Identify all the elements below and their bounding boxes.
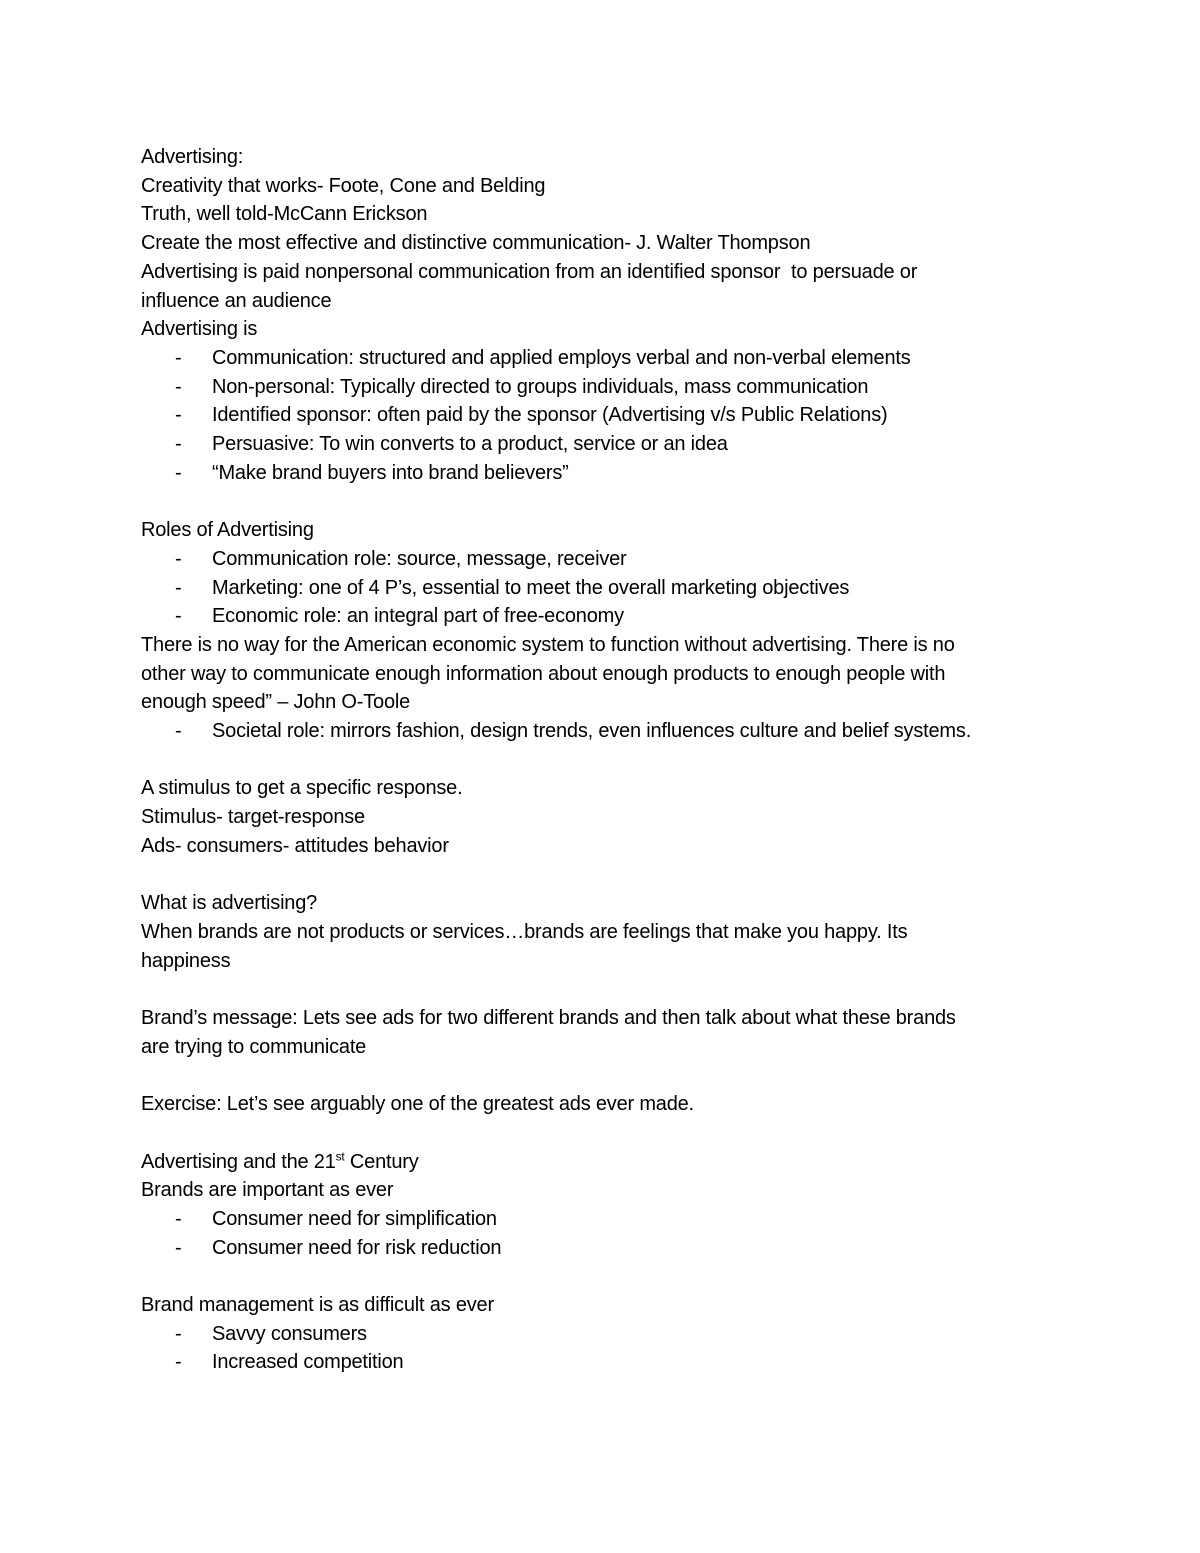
bullet-dash: - xyxy=(175,1236,182,1259)
bullet-dash: - xyxy=(175,1322,182,1345)
list-heading: Advertising is xyxy=(141,318,258,341)
list-item-text: Consumer need for simplification xyxy=(212,1207,497,1230)
section-heading-roles: Roles of Advertising xyxy=(141,519,314,542)
list-item-text: Increased competition xyxy=(212,1351,404,1374)
bullet-dash: - xyxy=(175,720,182,743)
list-item xyxy=(141,401,1061,430)
bullet-dash: - xyxy=(175,346,182,369)
list-item-text: Identified sponsor: often paid by the sponsor (Advertising v/s Public Relations) xyxy=(212,404,888,427)
list-item-text: “Make brand buyers into brand believers” xyxy=(212,461,569,484)
list-item-text: Marketing: one of 4 P’s, essential to meet the overall marketing objectives xyxy=(212,576,850,599)
paragraph-spacer xyxy=(141,487,1061,516)
paragraph-spacer xyxy=(141,1061,1061,1090)
list-item-text: Persuasive: To win converts to a product, service or an idea xyxy=(212,433,728,456)
heading-text: Century xyxy=(344,1150,419,1173)
exercise-line: Exercise: Let’s see arguably one of the greatest ads ever made. xyxy=(141,1093,694,1116)
quote-line: There is no way for the American economic system to function without advertising. There is no xyxy=(141,633,955,656)
paragraph-line: When brands are not products or services…brands are feelings that make you happy. Its xyxy=(141,920,908,943)
list-item xyxy=(141,373,1061,402)
slogan-line: Create the most effective and distinctive communication- J. Walter Thompson xyxy=(141,232,811,255)
section-heading-advertising: Advertising: xyxy=(141,146,244,168)
list-item xyxy=(141,574,1061,603)
section-heading-what-is: What is advertising? xyxy=(141,892,318,915)
list-item xyxy=(141,602,1061,631)
list-item xyxy=(141,430,1061,459)
document-body xyxy=(141,143,1061,1377)
bullet-dash: - xyxy=(175,576,182,599)
bullet-dash: - xyxy=(175,433,182,456)
list-item xyxy=(141,344,1061,373)
paragraph-spacer xyxy=(141,861,1061,890)
list-item-text: Communication: structured and applied employs verbal and non-verbal elements xyxy=(212,346,911,369)
paragraph-spacer xyxy=(141,746,1061,775)
list-item xyxy=(141,1320,1061,1349)
paragraph-line: are trying to communicate xyxy=(141,1035,367,1058)
list-item xyxy=(141,1205,1061,1234)
list-item-text: Consumer need for risk reduction xyxy=(212,1236,502,1259)
paragraph-spacer xyxy=(141,1262,1061,1291)
section-heading-management: Brand management is as difficult as ever xyxy=(141,1294,494,1317)
definition-line: Advertising is paid nonpersonal communication from an identified sponsor to persuade or xyxy=(141,260,918,283)
subheading-line: Brands are important as ever xyxy=(141,1179,394,1202)
bullet-dash: - xyxy=(175,1351,182,1374)
list-item-text: Economic role: an integral part of free-economy xyxy=(212,605,624,628)
ordinal-suffix: st xyxy=(335,1148,345,1163)
paragraph-line: Brand’s message: Lets see ads for two different brands and then talk about what these brands xyxy=(141,1007,956,1030)
definition-line: influence an audience xyxy=(141,289,332,312)
list-item-text: Societal role: mirrors fashion, design trends, even influences culture and belief systems. xyxy=(212,720,972,743)
stimulus-line: A stimulus to get a specific response. xyxy=(141,777,463,800)
list-item xyxy=(141,545,1061,574)
bullet-dash: - xyxy=(175,461,182,484)
slogan-line: Truth, well told-McCann Erickson xyxy=(141,203,428,226)
list-item xyxy=(141,459,1061,488)
heading-text: Advertising and the 21 xyxy=(141,1150,336,1173)
stimulus-line: Stimulus- target-response xyxy=(141,806,365,829)
bullet-dash: - xyxy=(175,1207,182,1230)
bullet-dash: - xyxy=(175,605,182,628)
paragraph-spacer xyxy=(141,1119,1061,1148)
paragraph-line: happiness xyxy=(141,949,231,972)
quote-line: enough speed” – John O-Toole xyxy=(141,691,411,714)
list-item-text: Communication role: source, message, receiver xyxy=(212,547,627,570)
list-item-text: Savvy consumers xyxy=(212,1322,367,1345)
bullet-dash: - xyxy=(175,375,182,398)
list-item xyxy=(141,1348,1061,1377)
paragraph-spacer xyxy=(141,975,1061,1004)
quote-line: other way to communicate enough information about enough products to enough people with xyxy=(141,662,946,685)
list-item xyxy=(141,717,1061,746)
stimulus-line: Ads- consumers- attitudes behavior xyxy=(141,834,449,857)
bullet-dash: - xyxy=(175,404,182,427)
list-item-text: Non-personal: Typically directed to groups individuals, mass communication xyxy=(212,375,869,398)
section-heading-century xyxy=(141,1148,1061,1177)
bullet-dash: - xyxy=(175,547,182,570)
slogan-line: Creativity that works- Foote, Cone and Belding xyxy=(141,174,546,197)
list-item xyxy=(141,1234,1061,1263)
